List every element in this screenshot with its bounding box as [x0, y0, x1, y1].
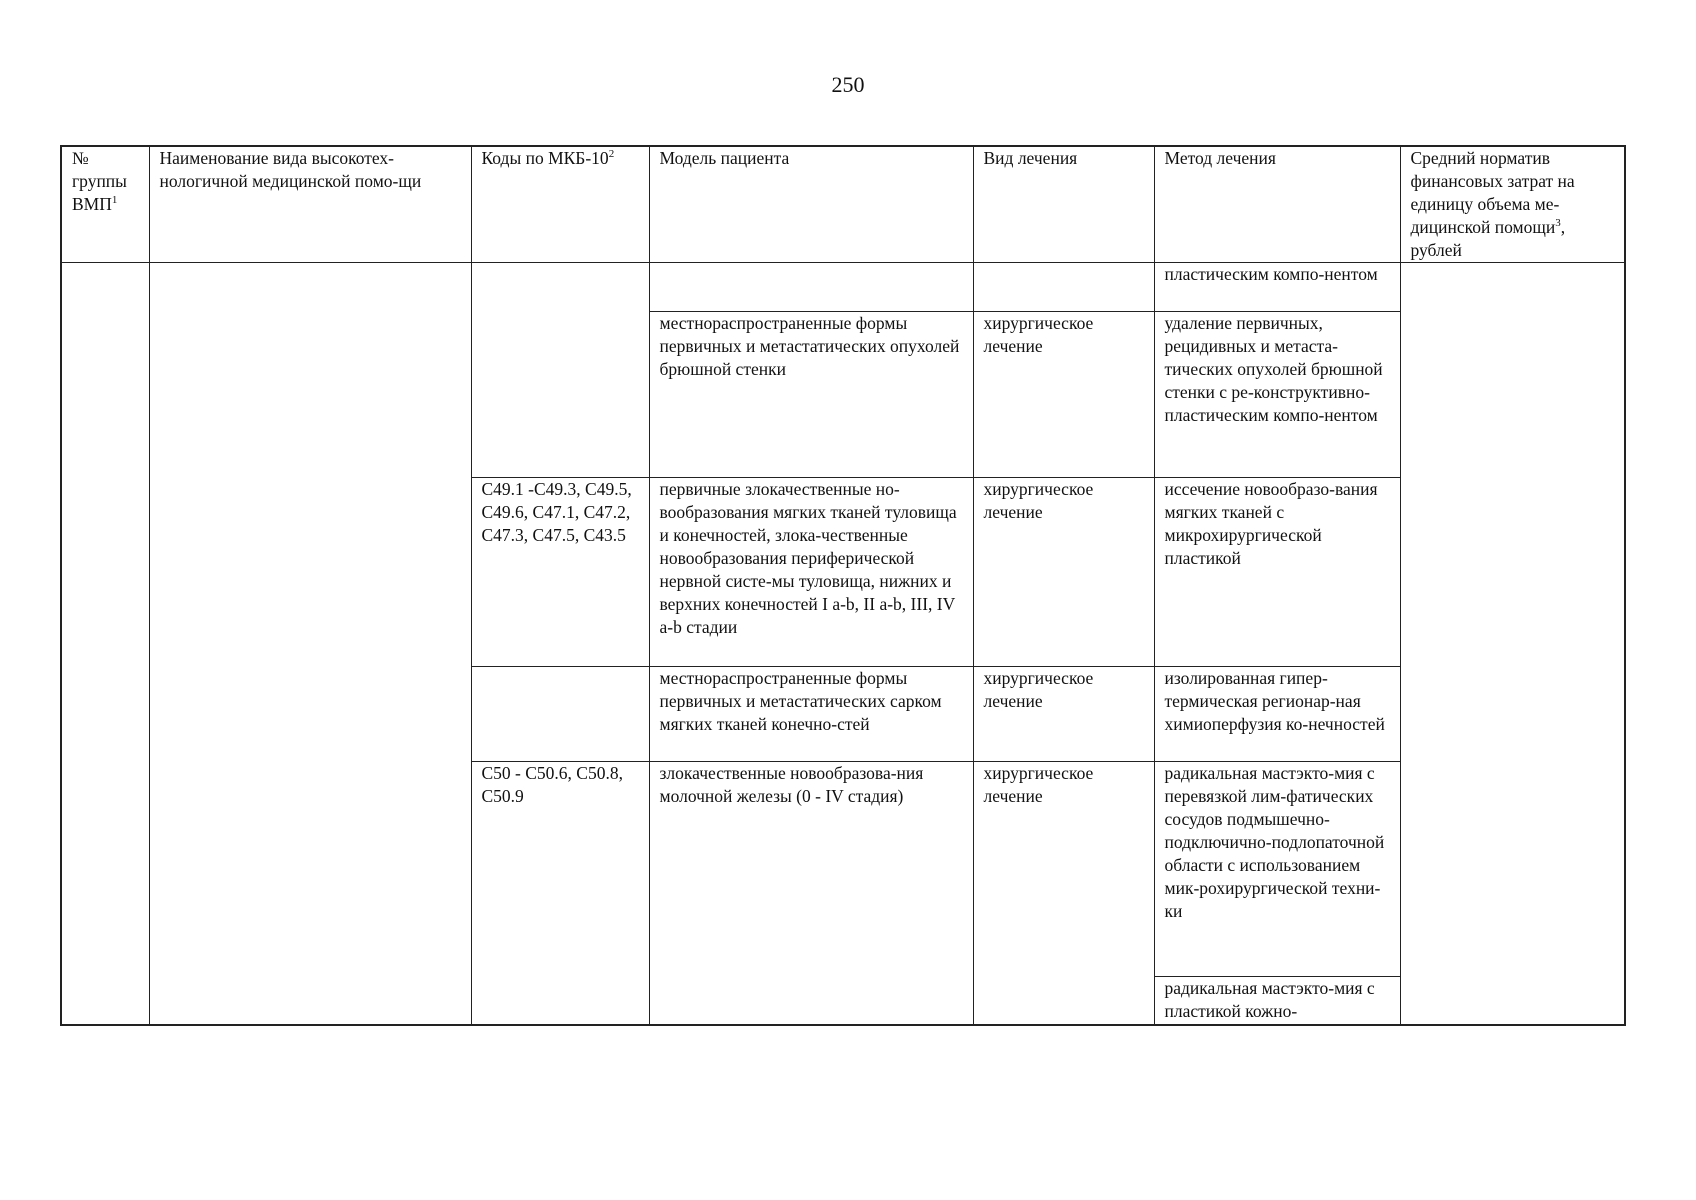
- cell-codes: [471, 263, 649, 478]
- cell-method: радикальная мастэкто-мия с пластикой кожно-: [1154, 977, 1400, 1025]
- cell-name-empty: [149, 263, 471, 1025]
- header-codes: Коды по МКБ-$10^2$: [471, 146, 649, 263]
- cell-method: изолированная гипер-термическая регионар-ная химиоперфузия ко-нечностей: [1154, 667, 1400, 762]
- header-method: Метод лечения: [1154, 146, 1400, 263]
- cell-codes: C50 - C50.6, C50.8, C50.9: [471, 762, 649, 1025]
- cell-group-empty: [61, 263, 149, 1025]
- table-row: [61, 263, 1625, 312]
- cell-cost-empty: [1400, 263, 1625, 1025]
- cell-treatment: хирургическое лечение: [973, 667, 1154, 762]
- header-treatment: Вид лечения: [973, 146, 1154, 263]
- cell-method: пластическим компо-нентом: [1154, 263, 1400, 312]
- header-model: Модель пациента: [649, 146, 973, 263]
- cell-method: удаление первичных, рецидивных и метаста-тических опухолей брюшной стенки с ре-конструктивно-пластическим компо-нентом: [1154, 312, 1400, 478]
- cell-model: местнораспространенные формы первичных и метастатических сарком мягких тканей конечно-стей: [649, 667, 973, 762]
- cell-treatment: хирургическое лечение: [973, 312, 1154, 478]
- cell-model: первичные злокачественные но-вообразования мягких тканей туловища и конечностей, злока-чественные новообразования периферической нервной систе-мы туловища, нижних и верхних конечностей I a-b, II a-b, III, IV a-b стадии: [649, 478, 973, 667]
- cell-codes: [471, 667, 649, 762]
- page-number: 250: [831, 72, 865, 97]
- cell-method: иссечение новообразо-вания мягких тканей с микрохирургической пластикой: [1154, 478, 1400, 667]
- cell-codes: C49.1 -C49.3, C49.5, C49.6, C47.1, C47.2, C47.3, C47.5, C43.5: [471, 478, 649, 667]
- header-cost: Средний норматив финансовых затрат на единицу объема ме-дицинской помощи$^3$, рублей: [1400, 146, 1625, 263]
- cell-model: местнораспространенные формы первичных и метастатических опухолей брюшной стенки: [649, 312, 973, 478]
- cell-model: [649, 263, 973, 312]
- table-header-row: [61, 146, 1625, 263]
- cell-treatment: хирургическое лечение: [973, 762, 1154, 1025]
- cell-treatment: [973, 263, 1154, 312]
- cell-method: радикальная мастэкто-мия с перевязкой лим-фатических сосудов подмышечно-подключично-подлопаточной области с использованием мик-рохирургической техни-ки: [1154, 762, 1400, 977]
- cell-treatment: хирургическое лечение: [973, 478, 1154, 667]
- header-group: № группы ВМП$^1$: [61, 146, 149, 263]
- header-name: Наименование вида высокотех-нологичной медицинской помо-щи: [149, 146, 471, 263]
- vmp-table: [60, 145, 1626, 1026]
- cell-model: злокачественные новообразова-ния молочной железы (0 - IV стадия): [649, 762, 973, 1025]
